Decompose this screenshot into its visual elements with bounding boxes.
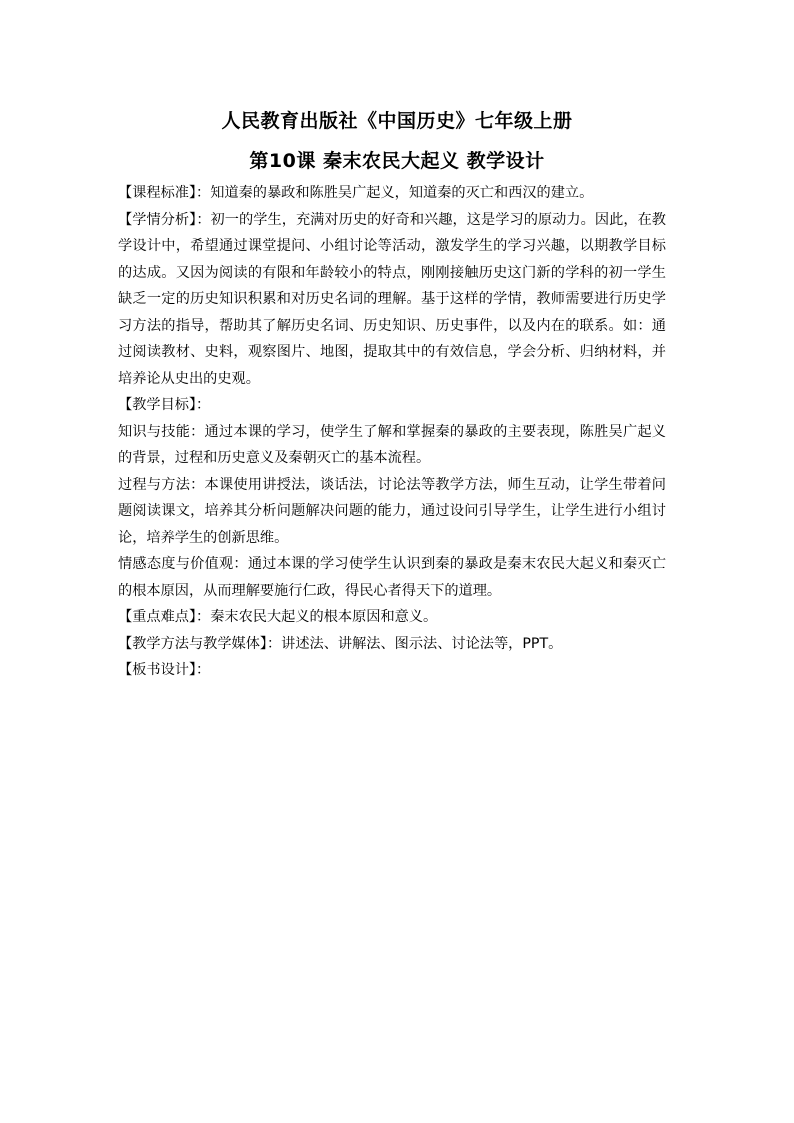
methods-paragraph [118,631,666,658]
document-body [118,180,666,684]
methods-text: ：讲述法、讲解法、图示法、讨论法等，PPT。 [266,635,563,652]
board-paragraph [118,657,666,684]
curriculum-label: 【课程标准】 [118,185,197,201]
key-points-text: ：秦末农民大起义的根本原因和意义。 [196,609,438,625]
curriculum-text: ：知道秦的暴政和陈胜吴广起义，知道秦的灭亡和西汉的建立。 [196,185,594,201]
curriculum-paragraph [118,180,666,207]
analysis-text: ：初一的学生，充满对历史的好奇和兴趣，这是学习的原动力。因此，在教学设计中，希望通过课堂提问、小组讨论等活动，激发学生的学习兴趣，以期教学目标的达成。又因为阅读的有限和年龄较小的特点，刚刚接触历史这门新的学科的初一学生缺乏一定的历史知识积累和对历史名词的理解。基于这样的学情，教师需要进行历史学习方法的指导，帮助其了解历史名词、历史知识、历史事件，以及内在的联系。如：通过阅读教材、史料，观察图片、地图，提取其中的有效信息，学会分析、归纳材料，并培养论从史出的史观。 [118,211,666,387]
objectives-colon: ： [196,397,211,413]
objective-attitude: 情感态度与价值观：通过本课的学习使学生认识到秦的暴政是秦末农民大起义和秦灭亡的根本原因，从而理解要施行仁政，得民心者得天下的道理。 [118,556,666,599]
objective-knowledge: 知识与技能：通过本课的学习，使学生了解和掌握秦的暴政的主要表现，陈胜吴广起义的背景，过程和历史意义及秦朝灭亡的基本流程。 [118,423,666,466]
board-text: ： [196,662,211,678]
lesson-title: 第10课 秦末农民大起义 教学设计 [249,150,545,172]
objectives-label: 【教学目标】 [118,397,197,413]
board-label: 【板书设计】 [118,662,197,678]
analysis-label: 【学情分析】 [118,211,197,228]
objective-process: 过程与方法：本课使用讲授法，谈话法，讨论法等教学方法，师生互动，让学生带着问题阅读课文，培养其分析问题解决问题的能力，通过设问引导学生，让学生进行小组讨论，培养学生的创新思维。 [118,476,666,546]
methods-label: 【教学方法与教学媒体】 [118,635,267,652]
analysis-paragraph [118,207,666,393]
objectives-heading [118,392,666,419]
document-title: 人民教育出版社《中国历史》七年级上册 [221,110,573,132]
key-points-paragraph [118,604,666,631]
key-points-label: 【重点难点】 [118,609,197,625]
